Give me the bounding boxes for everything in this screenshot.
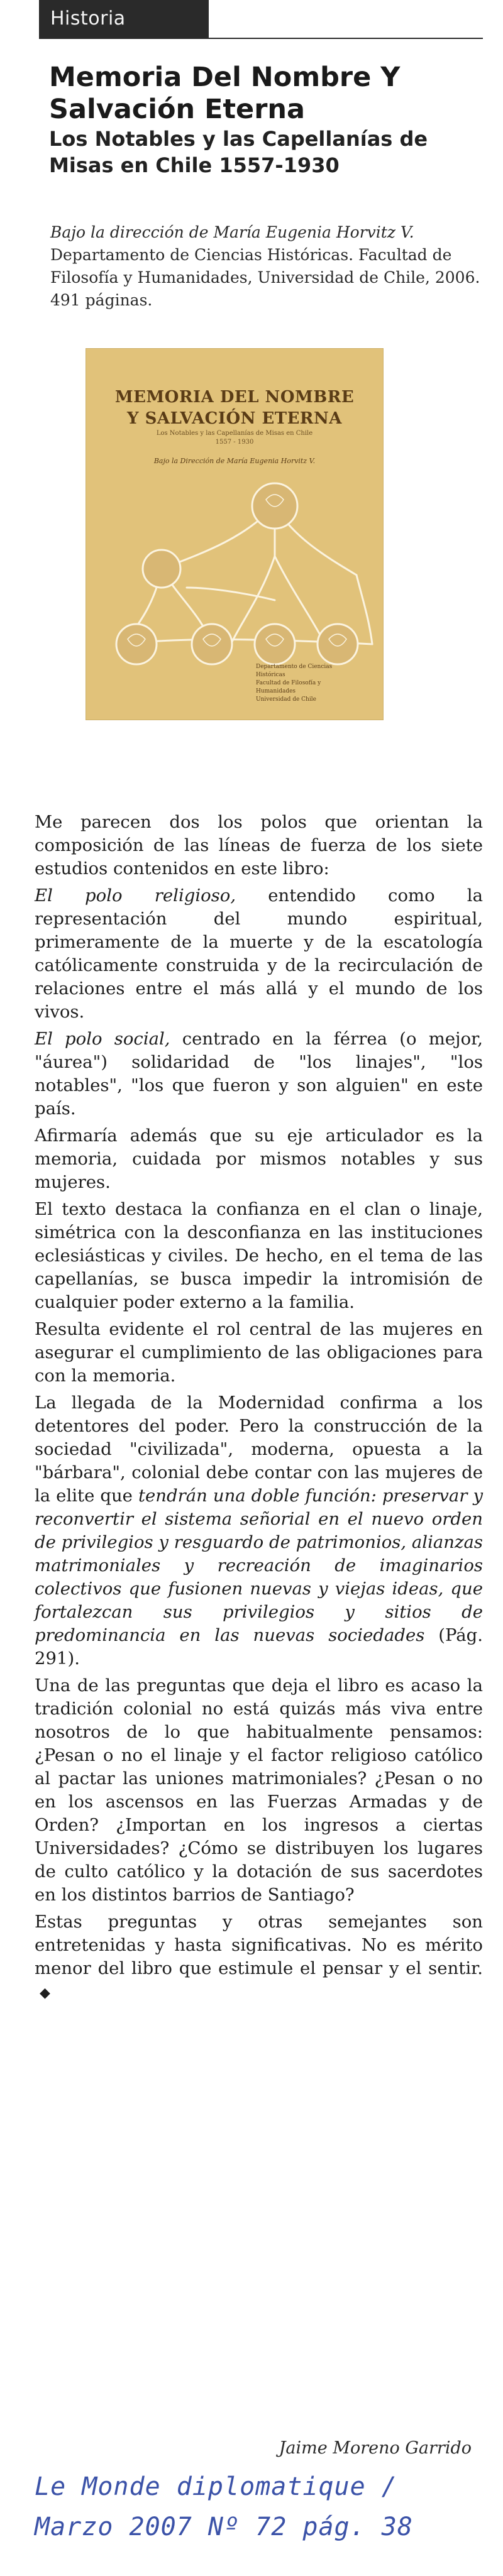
- cover-medallion: [318, 624, 358, 664]
- cover-medallion: [252, 483, 297, 529]
- paragraph-text: Estas preguntas y otras semejantes son entretenidas y hasta significativas. No es mérito menor del libro que estimule el pensar y el sentir.: [35, 1912, 483, 1978]
- handwritten-line: Le Monde diplomatique /: [35, 2472, 397, 2501]
- book-cover-image: [86, 349, 383, 720]
- body-paragraph: [35, 1028, 483, 1121]
- body-paragraph: [35, 1391, 483, 1670]
- body-paragraph: Me parecen dos los polos que orientan la composición de las líneas de fuerza de los siete estudios contenidos en este libro:: [35, 812, 483, 879]
- cover-publisher-line: Facultad de Filosofía y Humanidades: [256, 680, 321, 694]
- end-of-article-mark: ◆: [40, 1985, 50, 2001]
- cover-publisher: [256, 663, 344, 704]
- cover-subtitle-line: Los Notables y las Capellanías de Misas en Chile: [156, 430, 313, 437]
- section-label: Historia: [50, 8, 126, 30]
- article-body: [35, 811, 483, 2005]
- cover-publisher-line: Universidad de Chile: [256, 696, 316, 703]
- book-publisher: Departamento de Ciencias Históricas. Facultad de Filosofía y Humanidades, Universidad de Chile, 2006. 491 páginas.: [50, 246, 480, 309]
- cover-director: Bajo la Dirección de María Eugenia Horvitz V.: [153, 457, 316, 465]
- cover-title-line: MEMORIA DEL NOMBRE: [114, 388, 355, 407]
- section-rule: [39, 38, 483, 39]
- book-director: Bajo la dirección de María Eugenia Horvitz V.: [50, 223, 414, 241]
- body-paragraph: El texto destaca la confianza en el clan o linaje, simétrica con la desconfianza en las instituciones eclesiásticas y civiles. De hecho, en el tema de las capellanías, se busca impedir la intromisión de cualquier poder externo a la familia.: [35, 1199, 483, 1312]
- cover-medallion: [255, 624, 295, 664]
- emphasis-text: El polo social,: [35, 1029, 170, 1049]
- paragraph-text: (Pág. 291).: [35, 1625, 483, 1669]
- cover-years: 1557 - 1930: [215, 439, 254, 446]
- book-credits: [50, 221, 484, 312]
- section-header: [39, 0, 209, 38]
- paragraph-text: La llegada de la Modernidad confirma a los detentores del poder. Pero la construcción de la sociedad "civilizada", moderna, opuesta a la "bárbara", colonial debe contar con las mujeres de la elite que: [35, 1393, 483, 1506]
- article-subtitle: Los Notables y las Capellanías de Misas en Chile 1557-1930: [49, 127, 428, 177]
- body-paragraph: Una de las preguntas que deja el libro es acaso la tradición colonial no está quizás más viva entre nosotros de lo que habitualmente pensamos: ¿Pesan o no el linaje y el factor religioso católico al pactar las uniones matrimoniales? ¿Pesan o no en los ascensos en las Fuerzas Armadas y de Orden? ¿Importan en los ingresos a ciertas Universidades? ¿Cómo se distribuyen los lugares de culto católico y la dotación de sus sacerdotes en los distintos barrios de Santiago?: [35, 1675, 483, 1905]
- paragraph-text: centrado en la férrea (o mejor, "áurea") solidaridad de "los linajes", "los notables", "los que fueron y son alguien" en este país.: [35, 1029, 483, 1119]
- cover-medallion: [143, 550, 180, 588]
- body-paragraph: [35, 1910, 483, 2005]
- handwritten-source-note: [35, 2467, 487, 2547]
- paragraph-text: entendido como la representación del mundo espiritual, primeramente de la muerte y de la escatología católicamente construida y de la recirculación de relaciones entre el más allá y el mundo de los vivos.: [35, 885, 483, 1022]
- cover-title: [86, 386, 383, 429]
- author-signature: Jaime Moreno Garrido: [279, 2438, 472, 2458]
- cover-subtitle: [124, 429, 345, 447]
- cover-medallion: [192, 624, 232, 664]
- cover-publisher-line: Departamento de Ciencias Históricas: [256, 664, 333, 678]
- article-title: Memoria Del Nombre Y Salvación Eterna: [49, 62, 401, 125]
- body-paragraph: Afirmaría además que su eje articulador es la memoria, cuidada por mismos notables y sus mujeres.: [35, 1126, 483, 1192]
- body-paragraph: [35, 884, 483, 1024]
- handwritten-line: Marzo 2007 Nº 72 pág. 38: [35, 2513, 413, 2541]
- body-paragraph: Resulta evidente el rol central de las mujeres en asegurar el cumplimiento de las obligaciones para con la memoria.: [35, 1319, 483, 1386]
- cover-medallion: [116, 624, 157, 664]
- cover-title-line: Y SALVACIÓN ETERNA: [127, 409, 342, 428]
- emphasis-text: tendrán una doble función: preservar y reconvertir el sistema señorial en el nuevo orden de privilegios y resguardo de patrimonios, alianzas matrimoniales y recreación de imaginarios colectivos que fusionen nuevas y viejas ideas, que fortalezcan sus privilegios y sitios de predominancia en las nuevas sociedades: [35, 1486, 483, 1645]
- emphasis-text: El polo religioso,: [35, 885, 236, 906]
